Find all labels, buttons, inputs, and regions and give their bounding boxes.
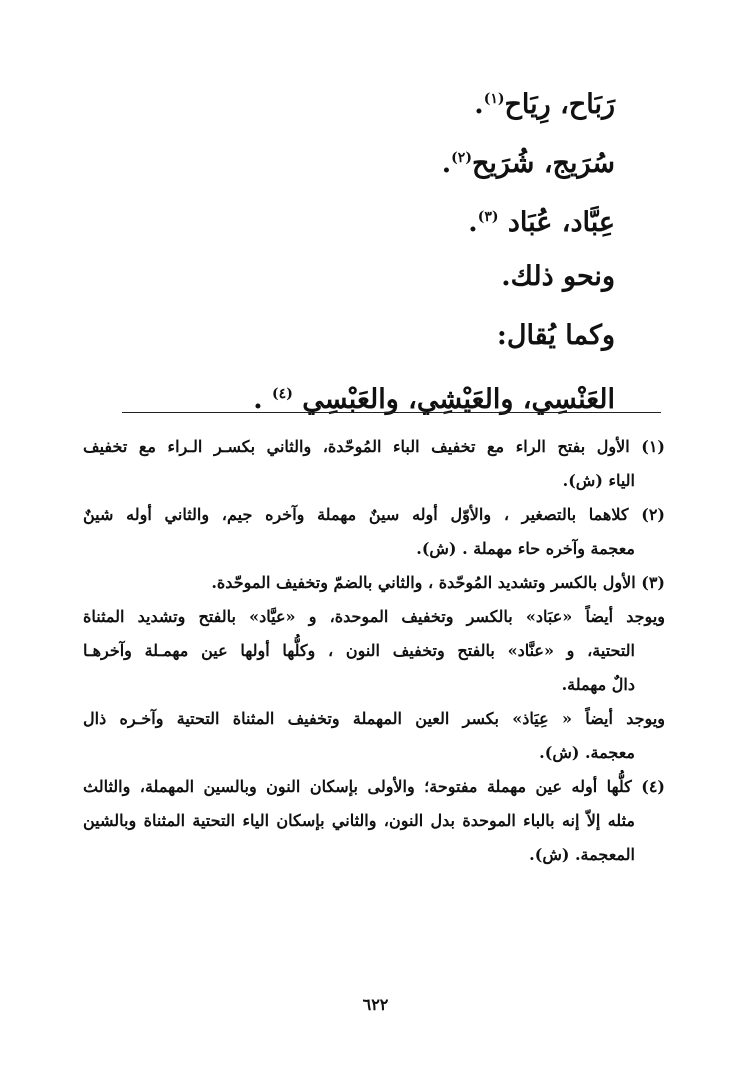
footnote-line: (٣) الأول بالكسر وتشديد المُوحّدة ، والثاني بالضمّ وتخفيف الموحّدة.: [211, 573, 665, 592]
footnote-ref-4[interactable]: (٤): [272, 386, 293, 402]
footnote-line: التحتية، و «عنَّاد» بالفتح وتخفيف النون ، وكلُّها أولها عين مهمـلة وآخرهـا: [83, 641, 635, 660]
footnote-line: الياء (ش).: [562, 471, 635, 490]
main-line-3: عِبَّاد، عُبَاد $^{(٣)}$.: [468, 207, 615, 238]
footnote-ref-1[interactable]: (١): [483, 91, 505, 107]
footnote-separator: [122, 412, 661, 413]
main-line-6: العَنْسِي، والعَيْشِي، والعَبْسِي $^{(٤)}$ .: [253, 384, 615, 415]
footnote-line: معجمة. (ش).: [539, 743, 635, 762]
footnote-line: المعجمة. (ش).: [529, 845, 635, 864]
main-line-1: رَبَاح، رِيَاح$^{(١)}$.: [474, 89, 615, 120]
footnote-ref-3[interactable]: (٣): [477, 209, 499, 225]
footnote-line: (٤) كلُّها أوله عين مهملة مفتوحة؛ والأولى بإسكان النون وبالسين المهملة، والثالث: [83, 777, 665, 796]
footnote-line: ويوجد أيضاً « عِيَاذ» بكسر العين المهملة وتخفيف المثناة التحتية وآخـره ذال: [83, 709, 665, 728]
footnotes-block: [83, 430, 665, 872]
footnote-ref-2[interactable]: (٢): [451, 150, 472, 166]
footnote-line: (١) الأول بفتح الراء مع تخفيف الباء المُوحّدة، والثاني بكسـر الـراء مع تخفيف: [83, 437, 665, 456]
page-number: ٦٢٢: [362, 995, 389, 1014]
footnote-line: معجمة وآخره حاء مهملة . (ش).: [416, 539, 635, 558]
main-text-block: [95, 70, 615, 424]
footnote-line: ويوجد أيضاً «عبَاد» بالكسر وتخفيف الموحدة، و «عيَّاد» بالفتح وتشديد المثناة: [83, 607, 665, 626]
main-line-2: سُرَيج، شُرَيح$^{(٢)}$.: [441, 148, 615, 179]
main-line-4: ونحو ذلك.: [501, 261, 615, 292]
footnote-line: دالٌ مهملة.: [561, 675, 635, 694]
footnote-line: (٢) كلاهما بالتصغير ، والأوّل أوله سينٌ مهملة وآخره جيم، والثاني أوله شينٌ: [83, 505, 665, 524]
footnote-line: مثله إلاّ إنه بالباء الموحدة بدل النون، والثاني بإسكان الياء التحتية المثناة وبالشين: [83, 811, 635, 830]
main-line-5: وكما يُقال:: [496, 320, 615, 351]
